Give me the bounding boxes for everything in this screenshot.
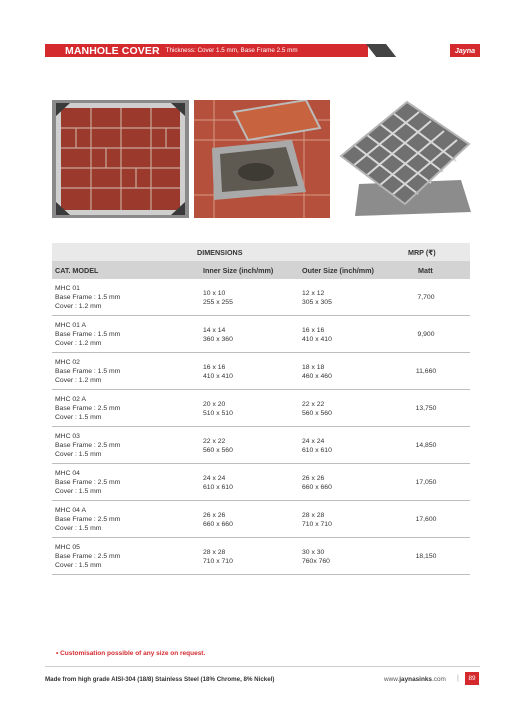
table-row bbox=[52, 464, 470, 501]
cover-spec: Cover : 1.2 mm bbox=[55, 340, 102, 347]
outer-size-cell bbox=[302, 511, 332, 529]
outer-size-inch: 16 x 16 bbox=[302, 327, 325, 334]
base-frame-spec: Base Frame : 2.5 mm bbox=[55, 479, 121, 486]
inner-size-inch: 20 x 20 bbox=[203, 401, 226, 408]
cover-spec: Cover : 1.5 mm bbox=[55, 488, 102, 495]
outer-size-mm: 710 x 710 bbox=[302, 521, 332, 528]
title-banner bbox=[45, 44, 368, 57]
outer-size-cell bbox=[302, 400, 332, 418]
model-name: MHC 01 bbox=[55, 285, 80, 292]
model-name: MHC 02 bbox=[55, 359, 80, 366]
outer-size-cell bbox=[302, 289, 332, 307]
cover-spec: Cover : 1.5 mm bbox=[55, 525, 102, 532]
footer-separator: | bbox=[457, 675, 459, 682]
inner-size-cell bbox=[203, 437, 233, 455]
table-row bbox=[52, 427, 470, 464]
cover-spec: Cover : 1.5 mm bbox=[55, 451, 102, 458]
table-row bbox=[52, 538, 470, 575]
model-cell bbox=[55, 543, 120, 570]
inner-size-mm: 560 x 560 bbox=[203, 447, 233, 454]
inner-size-mm: 360 x 360 bbox=[203, 336, 233, 343]
cover-spec: Cover : 1.5 mm bbox=[55, 562, 102, 569]
column-header-model: CAT. MODEL bbox=[55, 266, 99, 275]
outer-size-cell bbox=[302, 363, 332, 381]
inner-size-cell bbox=[203, 400, 233, 418]
outer-size-mm: 410 x 410 bbox=[302, 336, 332, 343]
price-table bbox=[52, 243, 470, 575]
inner-size-cell bbox=[203, 474, 233, 492]
inner-size-mm: 410 x 410 bbox=[203, 373, 233, 380]
outer-size-cell bbox=[302, 437, 332, 455]
inner-size-cell bbox=[203, 289, 233, 307]
inner-size-mm: 510 x 510 bbox=[203, 410, 233, 417]
inner-size-inch: 22 x 22 bbox=[203, 438, 226, 445]
model-cell bbox=[55, 395, 120, 422]
brand-logo: Jayna bbox=[450, 44, 480, 57]
outer-size-mm: 305 x 305 bbox=[302, 299, 332, 306]
outer-size-mm: 560 x 560 bbox=[302, 410, 332, 417]
table-group-header bbox=[52, 243, 470, 261]
material-statement: Made from high grade AISI-304 (18/8) Stainless Steel (18% Chrome, 8% Nickel) bbox=[45, 676, 275, 683]
outer-size-cell bbox=[302, 548, 330, 566]
inner-size-inch: 24 x 24 bbox=[203, 475, 226, 482]
outer-size-inch: 28 x 28 bbox=[302, 512, 325, 519]
price-cell: 18,150 bbox=[415, 553, 437, 560]
photo-paver-cover bbox=[52, 100, 189, 218]
price-cell: 17,600 bbox=[415, 516, 437, 523]
photo-open-manhole bbox=[194, 100, 330, 218]
customisation-note: • Customisation possible of any size on request. bbox=[56, 650, 206, 657]
base-frame-spec: Base Frame : 2.5 mm bbox=[55, 442, 121, 449]
table-row bbox=[52, 501, 470, 538]
inner-size-cell bbox=[203, 511, 233, 529]
price-cell: 14,850 bbox=[415, 442, 437, 449]
inner-size-cell bbox=[203, 326, 233, 344]
model-cell bbox=[55, 506, 120, 533]
price-cell: 7,700 bbox=[417, 294, 435, 301]
outer-size-inch: 22 x 22 bbox=[302, 401, 325, 408]
base-frame-spec: Base Frame : 1.5 mm bbox=[55, 368, 121, 375]
table-column-header bbox=[52, 261, 470, 279]
model-name: MHC 03 bbox=[55, 433, 80, 440]
inner-size-inch: 16 x 16 bbox=[203, 364, 226, 371]
base-frame-spec: Base Frame : 2.5 mm bbox=[55, 553, 121, 560]
banner-stripe-decoration bbox=[366, 44, 396, 57]
table-row bbox=[52, 353, 470, 390]
outer-size-inch: 18 x 18 bbox=[302, 364, 325, 371]
website-link[interactable] bbox=[384, 676, 446, 683]
photo-steel-grid-cover bbox=[333, 100, 473, 218]
inner-size-inch: 26 x 26 bbox=[203, 512, 226, 519]
base-frame-spec: Base Frame : 2.5 mm bbox=[55, 516, 121, 523]
model-name: MHC 04 bbox=[55, 470, 80, 477]
inner-size-inch: 28 x 28 bbox=[203, 549, 226, 556]
outer-size-mm: 460 x 460 bbox=[302, 373, 332, 380]
website-prefix: www. bbox=[384, 676, 400, 683]
cover-spec: Cover : 1.2 mm bbox=[55, 377, 102, 384]
price-cell: 17,050 bbox=[415, 479, 437, 486]
outer-size-mm: 660 x 660 bbox=[302, 484, 332, 491]
base-frame-spec: Base Frame : 1.5 mm bbox=[55, 331, 121, 338]
cover-spec: Cover : 1.2 mm bbox=[55, 303, 102, 310]
footer-divider bbox=[45, 666, 480, 667]
model-cell bbox=[55, 284, 120, 311]
mrp-header: MRP (₹) bbox=[408, 248, 436, 257]
outer-size-inch: 26 x 26 bbox=[302, 475, 325, 482]
inner-size-mm: 255 x 255 bbox=[203, 299, 233, 306]
table-row bbox=[52, 279, 470, 316]
outer-size-inch: 30 x 30 bbox=[302, 549, 325, 556]
model-cell bbox=[55, 432, 120, 459]
model-name: MHC 05 bbox=[55, 544, 80, 551]
price-cell: 11,660 bbox=[415, 368, 437, 375]
outer-size-mm: 760x 760 bbox=[302, 558, 330, 565]
price-cell: 13,750 bbox=[415, 405, 437, 412]
inner-size-mm: 710 x 710 bbox=[203, 558, 233, 565]
base-frame-spec: Base Frame : 1.5 mm bbox=[55, 294, 121, 301]
table-row bbox=[52, 316, 470, 353]
cover-spec: Cover : 1.5 mm bbox=[55, 414, 102, 421]
inner-size-mm: 610 x 610 bbox=[203, 484, 233, 491]
table-row bbox=[52, 390, 470, 427]
outer-size-inch: 24 x 24 bbox=[302, 438, 325, 445]
inner-size-inch: 10 x 10 bbox=[203, 290, 226, 297]
inner-size-inch: 14 x 14 bbox=[203, 327, 226, 334]
model-name: MHC 02 A bbox=[55, 396, 86, 403]
page-title: MANHOLE COVER bbox=[65, 44, 160, 57]
model-name: MHC 04 A bbox=[55, 507, 86, 514]
model-cell bbox=[55, 358, 120, 385]
outer-size-cell bbox=[302, 326, 332, 344]
base-frame-spec: Base Frame : 2.5 mm bbox=[55, 405, 121, 412]
outer-size-cell bbox=[302, 474, 332, 492]
column-header-matt: Matt bbox=[418, 266, 433, 275]
column-header-outer-size: Outer Size (inch/mm) bbox=[302, 266, 374, 275]
inner-size-cell bbox=[203, 548, 233, 566]
inner-size-cell bbox=[203, 363, 233, 381]
model-name: MHC 01 A bbox=[55, 322, 86, 329]
model-cell bbox=[55, 321, 120, 348]
dimensions-header: DIMENSIONS bbox=[197, 248, 243, 257]
inner-size-mm: 660 x 660 bbox=[203, 521, 233, 528]
outer-size-inch: 12 x 12 bbox=[302, 290, 325, 297]
outer-size-mm: 610 x 610 bbox=[302, 447, 332, 454]
column-header-inner-size: Inner Size (inch/mm) bbox=[203, 266, 274, 275]
page-subtitle: Thickness: Cover 1.5 mm, Base Frame 2.5 mm bbox=[165, 47, 298, 54]
website-name: jaynasinks bbox=[399, 676, 432, 683]
page-number: 89 bbox=[465, 672, 479, 685]
model-cell bbox=[55, 469, 120, 496]
website-suffix: .com bbox=[431, 676, 446, 683]
price-cell: 9,900 bbox=[417, 331, 435, 338]
